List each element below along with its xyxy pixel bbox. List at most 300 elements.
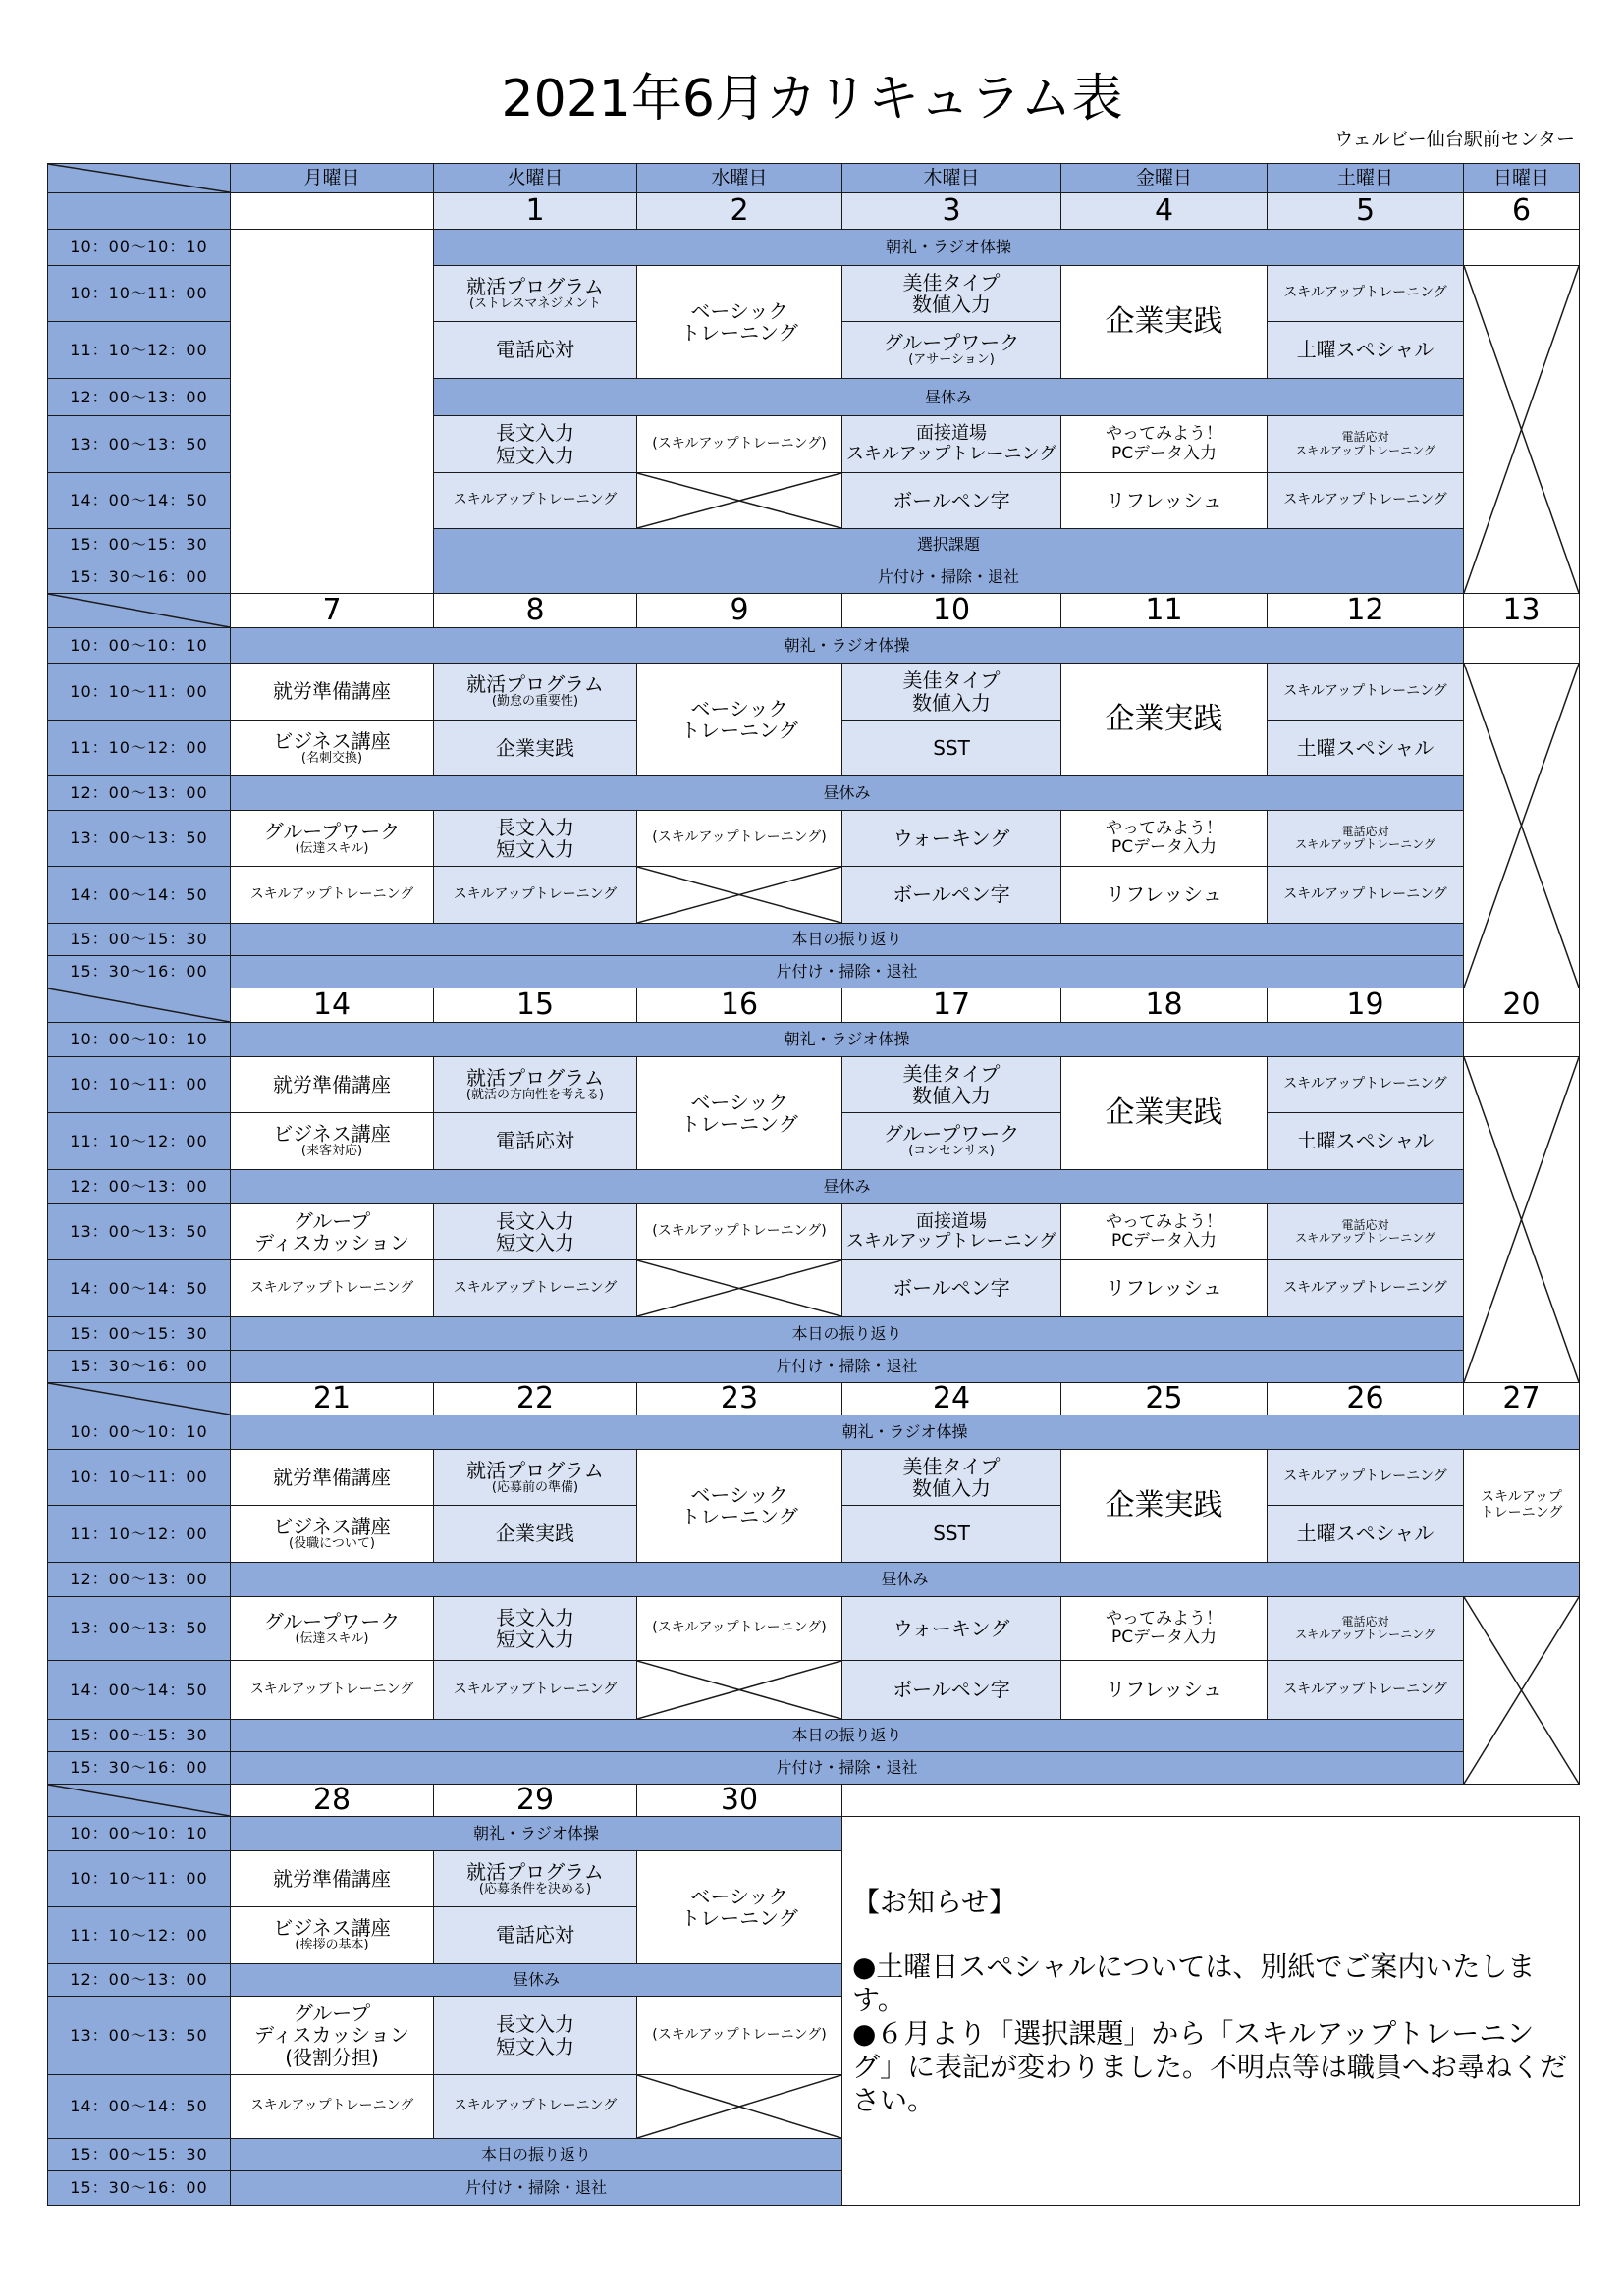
wed-morning-cell: [636, 1449, 842, 1563]
time-slot: [47, 1203, 231, 1260]
time-slot: [47, 923, 231, 956]
tue-slot-5: [433, 1259, 637, 1317]
time-label: 10：00～10：10: [70, 1422, 208, 1442]
cell-text: ビジネス講座: [273, 1515, 391, 1539]
fri-morning-cell: [1060, 1056, 1268, 1170]
date-number: 14: [312, 988, 352, 1022]
time-label: 11：10～12：00: [70, 1523, 208, 1543]
cell-text: (応募条件を決める): [478, 1881, 592, 1896]
thu-slot-4: [841, 1203, 1061, 1260]
cell-text: (スキルアップトレーニング): [652, 829, 827, 846]
cell-text: ボールペン字: [893, 1678, 1010, 1702]
cell-text: グループワーク: [263, 819, 401, 843]
date-cell: [1463, 192, 1580, 230]
wed-closed-cell: [636, 2074, 842, 2139]
closed-cross-mark: [1464, 1057, 1579, 1382]
sat-slot-2: [1267, 1112, 1464, 1170]
date-number: 7: [322, 593, 342, 627]
date-number: 15: [515, 988, 555, 1022]
cell-text: 企業実践: [1105, 304, 1223, 340]
wed-slot-4: [636, 1596, 842, 1661]
cell-text: (ストレスマネジメント: [468, 295, 602, 311]
cell-text: PCデータ入力: [1110, 1628, 1218, 1647]
wed-closed-cell: [636, 866, 842, 924]
time-slot: [47, 561, 231, 594]
thu-slot-5: [841, 866, 1061, 924]
mon-slot-4: [230, 1996, 434, 2075]
mon-slot-5: [230, 866, 434, 924]
cell-text: (スキルアップトレーニング): [652, 1223, 827, 1240]
cell-text: スキルアップトレーニング: [1283, 885, 1447, 902]
cell-text: ディスカッション: [254, 2023, 409, 2048]
sat-slot-1: [1267, 663, 1464, 721]
date-row-corner: [47, 593, 231, 628]
tue-slot-5: [433, 2074, 637, 2139]
time-slot: [47, 866, 231, 924]
cell-text: 就活プログラム: [466, 1065, 604, 1090]
full-width-bar: [230, 1350, 1464, 1383]
time-slot: [47, 1505, 231, 1563]
closed-cross-mark: [637, 2075, 841, 2138]
time-label: 11：10～12：00: [70, 738, 208, 758]
cell-text: SST: [933, 1522, 970, 1546]
date-cell: [636, 988, 842, 1023]
sat-slot-4: [1267, 1203, 1464, 1260]
cell-text: 電話応対: [496, 1923, 574, 1948]
weekday-header: [230, 163, 434, 193]
sat-slot-4: [1267, 1596, 1464, 1661]
cell-text: 短文入力: [496, 1231, 574, 1255]
cell-text: 長文入力: [496, 815, 574, 839]
cell-text: (役職について): [289, 1536, 375, 1552]
time-label: 12：00～13：00: [70, 1970, 208, 1990]
full-width-bar: [230, 1719, 1464, 1752]
fri-slot-4: [1060, 1596, 1268, 1661]
cell-text: 電話応対: [1341, 1614, 1389, 1629]
bar-label: 片付け・掃除・退社: [776, 1357, 918, 1376]
mon-slot-2: [230, 720, 434, 776]
cell-text: 就活プログラム: [466, 1458, 604, 1482]
date-number: 8: [525, 593, 545, 627]
date-cell: [1060, 1382, 1268, 1415]
time-slot: [47, 1850, 231, 1907]
time-slot: [47, 810, 231, 867]
date-number: 5: [1355, 193, 1376, 228]
cell-text: 就活プログラム: [466, 1859, 604, 1884]
wed-slot-4: [636, 415, 842, 473]
date-cell: [841, 192, 1061, 230]
tue-slot-2: [433, 1906, 637, 1964]
full-width-bar: [433, 378, 1464, 416]
bar-label: 昼休み: [823, 783, 871, 803]
fri-morning-cell: [1060, 663, 1268, 776]
bar-label: 本日の振り返り: [791, 1323, 902, 1343]
notice-line: ●６月より「選択課題」から「スキルアップトレーニング」に表記が変わりました。不明点等は職員へお尋ねください。: [852, 2017, 1568, 2116]
wed-slot-4: [636, 1996, 842, 2075]
full-width-bar: [230, 1816, 842, 1851]
cell-text: 美佳タイプ: [902, 1061, 1001, 1086]
date-cell: [433, 1382, 637, 1415]
time-label: 14：00～14：50: [70, 491, 208, 510]
date-cell: [230, 1784, 434, 1817]
cell-text: スキルアップトレーニング: [1295, 1628, 1435, 1641]
cell-text: (挨拶の基本): [295, 1938, 369, 1953]
fri-morning-cell: [1060, 1449, 1268, 1563]
mon-slot-2: [230, 1505, 434, 1563]
sat-slot-5: [1267, 1660, 1464, 1720]
closed-cross-mark: [1464, 664, 1579, 988]
cell-text: (スキルアップトレーニング): [652, 2026, 827, 2043]
weekday-header: [433, 163, 637, 193]
cell-text: スキルアップトレーニング: [249, 2098, 414, 2114]
cell-text: 土曜スペシャル: [1296, 1522, 1435, 1546]
bar-label: 昼休み: [924, 387, 972, 406]
time-slot: [47, 378, 231, 416]
cell-text: グループワーク: [883, 1122, 1020, 1147]
wed-morning-cell: [636, 265, 842, 379]
cell-text: スキルアップ: [1481, 1489, 1562, 1506]
cell-text: ビジネス講座: [273, 728, 391, 753]
sunday-cell: [1463, 627, 1580, 664]
cell-text: トレーニング: [680, 1112, 798, 1136]
full-width-bar: [230, 1963, 842, 1997]
mon-slot-5: [230, 2074, 434, 2139]
time-label: 12：00～13：00: [70, 783, 208, 803]
wed-morning-cell: [636, 1850, 842, 1964]
sunday-closed-cell: [1463, 265, 1580, 594]
tue-slot-1: [433, 1850, 637, 1907]
cell-text: スキルアップトレーニング: [1283, 1279, 1447, 1296]
date-cell: [433, 192, 637, 230]
full-width-bar: [230, 1022, 1464, 1057]
time-label: 11：10～12：00: [70, 340, 208, 359]
weekday-label: 月曜日: [303, 166, 360, 188]
bar-label: 片付け・掃除・退社: [776, 1758, 918, 1778]
mon-slot-4: [230, 810, 434, 867]
weekday-label: 金曜日: [1135, 166, 1192, 188]
thu-slot-5: [841, 1259, 1061, 1317]
date-cell: [636, 593, 842, 628]
time-slot: [47, 265, 231, 322]
tue-slot-2: [433, 720, 637, 776]
tue-slot-1: [433, 1056, 637, 1113]
time-slot: [47, 1751, 231, 1785]
time-slot: [47, 528, 231, 561]
time-label: 10：10～11：00: [70, 284, 208, 303]
closed-cross-mark: [1464, 1597, 1579, 1784]
cell-text: トレーニング: [680, 1505, 798, 1528]
date-number: 30: [720, 1784, 759, 1817]
corner-diagonal: [48, 594, 230, 627]
cell-text: (役割分担): [285, 2045, 379, 2069]
page-title: 2021年6月カリキュラム表: [501, 70, 1123, 129]
time-label: 13：00～13：50: [70, 2025, 208, 2045]
cell-text: 数値入力: [912, 1084, 991, 1107]
time-label: 14：00～14：50: [70, 884, 208, 904]
fri-slot-5: [1060, 1259, 1268, 1317]
cell-text: 数値入力: [912, 690, 991, 715]
cell-text: スキルアップトレーニング: [249, 1279, 414, 1296]
sunday-cell: [1463, 1022, 1580, 1057]
closed-cross-mark: [637, 473, 841, 528]
cell-text: 短文入力: [496, 443, 574, 467]
cell-text: 電話応対: [1341, 430, 1389, 445]
date-number: 29: [515, 1784, 555, 1817]
cell-text: 短文入力: [496, 1628, 574, 1651]
cell-text: リフレッシュ: [1106, 1678, 1222, 1702]
full-width-bar: [433, 561, 1464, 594]
time-label: 13：00～13：50: [70, 1222, 208, 1242]
time-label: 14：00～14：50: [70, 1278, 208, 1298]
weekday-header: [841, 163, 1061, 193]
date-cell: [230, 593, 434, 628]
cell-text: 土曜スペシャル: [1296, 735, 1435, 760]
bar-label: 片付け・掃除・退社: [464, 2178, 607, 2198]
date-number: 3: [942, 193, 961, 228]
time-label: 15：30～16：00: [70, 1357, 208, 1376]
time-slot: [47, 2170, 231, 2206]
cell-text: (伝達スキル): [295, 840, 369, 856]
cell-text: 長文入力: [496, 421, 574, 446]
time-label: 10：10～11：00: [70, 1075, 208, 1095]
date-cell: [1463, 988, 1580, 1023]
time-slot: [47, 1112, 231, 1170]
thu-slot-4: [841, 415, 1061, 473]
tue-slot-2: [433, 321, 637, 379]
time-slot: [47, 1596, 231, 1661]
fri-slot-4: [1060, 415, 1268, 473]
cell-text: 電話応対: [1341, 824, 1389, 838]
time-slot: [47, 720, 231, 776]
date-number: 11: [1145, 593, 1183, 627]
weekday-header: [636, 163, 842, 193]
sunday-cell: [1463, 1449, 1580, 1563]
date-number: 6: [1511, 193, 1532, 228]
time-label: 15：00～15：30: [70, 535, 208, 555]
time-label: 12：00～13：00: [70, 1177, 208, 1197]
date-cell: [230, 1382, 434, 1415]
bar-label: 朝礼・ラジオ体操: [885, 238, 1011, 257]
bar-label: 選択課題: [916, 535, 980, 555]
bar-label: 朝礼・ラジオ体操: [472, 1824, 599, 1843]
corner-diagonal: [48, 988, 230, 1022]
date-number: 19: [1346, 988, 1384, 1022]
cell-text: グループ: [293, 1208, 371, 1233]
sat-slot-5: [1267, 1259, 1464, 1317]
tue-slot-1: [433, 265, 637, 322]
date-number: 21: [312, 1382, 352, 1415]
time-slot: [47, 1316, 231, 1351]
cell-text: 企業実践: [1105, 702, 1223, 737]
date-number: 28: [312, 1784, 352, 1817]
mon-slot-4: [230, 1203, 434, 1260]
cell-text: 就労準備講座: [273, 679, 391, 704]
cell-text: 電話応対: [1341, 1217, 1389, 1232]
notice-line: ●土曜日スペシャルについては、別紙でご案内いたします。: [852, 1950, 1536, 2016]
cell-text: (スキルアップトレーニング): [652, 435, 827, 452]
time-slot: [47, 415, 231, 473]
full-width-bar: [230, 1751, 1464, 1785]
weekday-header: [1463, 163, 1580, 193]
full-width-bar: [230, 1415, 1580, 1450]
weekday-header: [1060, 163, 1268, 193]
cell-text: スキルアップトレーニング: [1283, 492, 1447, 508]
time-label: 15：30～16：00: [70, 2178, 208, 2198]
cell-text: 数値入力: [912, 1476, 991, 1500]
mon-slot-2: [230, 1112, 434, 1170]
monday-blank-cell: [230, 229, 434, 594]
tue-slot-1: [433, 663, 637, 721]
cell-text: ベーシック: [690, 298, 788, 323]
tue-slot-4: [433, 810, 637, 867]
time-label: 15：00～15：30: [70, 1323, 208, 1343]
date-cell: [841, 1382, 1061, 1415]
date-cell: [841, 593, 1061, 628]
wed-closed-cell: [636, 1259, 842, 1317]
fri-slot-5: [1060, 866, 1268, 924]
tue-slot-5: [433, 866, 637, 924]
cell-text: スキルアップトレーニング: [453, 2098, 618, 2114]
full-width-bar: [230, 923, 1464, 956]
thu-slot-2: [841, 321, 1061, 379]
cell-text: 就労準備講座: [273, 1465, 391, 1489]
date-row-corner: [47, 1382, 231, 1415]
cell-text: スキルアップトレーニング: [1283, 285, 1447, 301]
cell-text: PCデータ入力: [1110, 1231, 1218, 1251]
cell-text: やってみよう！: [1106, 1211, 1222, 1232]
bar-label: 朝礼・ラジオ体操: [841, 1422, 968, 1442]
thu-slot-4: [841, 810, 1061, 867]
thu-slot-2: [841, 720, 1061, 776]
time-slot: [47, 1719, 231, 1752]
corner-diagonal: [48, 164, 230, 192]
cell-text: PCデータ入力: [1110, 837, 1218, 857]
cell-text: 就労準備講座: [273, 1866, 391, 1891]
cell-text: ボールペン字: [893, 488, 1010, 512]
bar-label: 昼休み: [881, 1570, 929, 1589]
time-slot: [47, 627, 231, 664]
cell-text: (伝達スキル): [295, 1630, 369, 1646]
time-slot: [47, 1996, 231, 2075]
cell-text: スキルアップトレーニング: [453, 492, 618, 508]
date-number: 23: [720, 1382, 759, 1415]
time-slot: [47, 1562, 231, 1597]
mon-slot-1: [230, 1056, 434, 1113]
cell-text: 長文入力: [496, 1208, 574, 1233]
date-number: 9: [730, 593, 749, 627]
thu-slot-1: [841, 663, 1061, 721]
cell-text: スキルアップトレーニング: [249, 1681, 414, 1697]
notice-title: 【お知らせ】: [852, 1886, 1017, 1918]
thu-slot-4: [841, 1596, 1061, 1661]
date-row-corner: [47, 988, 231, 1023]
mon-slot-2: [230, 1906, 434, 1964]
sat-slot-1: [1267, 1056, 1464, 1113]
cell-text: 短文入力: [496, 2034, 574, 2058]
date-cell: [1060, 593, 1268, 628]
weekday-label: 木曜日: [923, 166, 980, 188]
date-number: 13: [1502, 593, 1541, 627]
thu-slot-2: [841, 1505, 1061, 1563]
cell-text: スキルアップトレーニング: [1283, 1076, 1447, 1093]
date-cell: [1267, 192, 1464, 230]
time-slot: [47, 229, 231, 266]
time-label: 10：00～10：10: [70, 1824, 208, 1843]
time-slot: [47, 1963, 231, 1997]
time-slot: [47, 1906, 231, 1964]
cell-text: 土曜スペシャル: [1296, 338, 1435, 362]
date-number: 1: [525, 193, 545, 228]
tue-slot-4: [433, 415, 637, 473]
cell-text: ベーシック: [690, 696, 788, 721]
date-number: 2: [730, 193, 749, 228]
mon-slot-1: [230, 1850, 434, 1907]
cell-text: トレーニング: [680, 1906, 798, 1930]
cell-text: スキルアップトレーニング: [1283, 1468, 1447, 1485]
full-width-bar: [230, 1316, 1464, 1351]
closed-cross-mark: [637, 1260, 841, 1316]
cell-text: (応募前の準備): [491, 1479, 579, 1495]
cell-text: 電話応対: [496, 338, 574, 362]
date-cell: [433, 593, 637, 628]
date-number: 4: [1154, 193, 1174, 228]
cell-text: スキルアップトレーニング: [453, 885, 618, 902]
bar-label: 朝礼・ラジオ体操: [784, 1030, 910, 1049]
bar-label: 朝礼・ラジオ体操: [784, 635, 910, 655]
cell-text: 短文入力: [496, 837, 574, 861]
wed-morning-cell: [636, 1056, 842, 1170]
center-name: ウェルビー仙台駅前センター: [1334, 129, 1575, 150]
full-width-bar: [230, 627, 1464, 664]
closed-cross-mark: [1464, 266, 1579, 593]
bar-label: 本日の振り返り: [480, 2145, 591, 2164]
cell-text: 面接道場: [916, 423, 987, 445]
time-slot: [47, 472, 231, 529]
full-width-bar: [230, 775, 1464, 811]
time-slot: [47, 321, 231, 379]
cell-text: ビジネス講座: [273, 1122, 391, 1147]
cell-text: スキルアップトレーニング: [1283, 682, 1447, 699]
time-label: 15：00～15：30: [70, 1726, 208, 1745]
sat-slot-1: [1267, 1449, 1464, 1506]
time-slot: [47, 775, 231, 811]
date-row-corner: [47, 192, 231, 230]
cell-text: 長文入力: [496, 1605, 574, 1629]
weekday-header: [1267, 163, 1464, 193]
fri-slot-5: [1060, 1660, 1268, 1720]
sat-slot-1: [1267, 265, 1464, 322]
tue-slot-5: [433, 472, 637, 529]
sat-slot-4: [1267, 415, 1464, 473]
time-slot: [47, 1022, 231, 1057]
date-cell: [1463, 1382, 1580, 1415]
date-number: 24: [932, 1382, 971, 1415]
date-cell: [636, 1784, 842, 1817]
weekday-label: 水曜日: [711, 166, 768, 188]
wed-closed-cell: [636, 1660, 842, 1720]
notice-box: [841, 1816, 1580, 2206]
date-number: 17: [932, 988, 971, 1022]
cell-text: ビジネス講座: [273, 1916, 391, 1941]
cell-text: 就活プログラム: [466, 274, 604, 298]
corner-diagonal: [48, 1383, 230, 1415]
cell-text: (就活の方向性を考える): [465, 1087, 605, 1102]
bar-label: 片付け・掃除・退社: [776, 962, 918, 982]
date-number: 27: [1502, 1382, 1541, 1415]
sat-slot-2: [1267, 1505, 1464, 1563]
time-label: 13：00～13：50: [70, 1619, 208, 1638]
time-label: 15：00～15：30: [70, 2145, 208, 2164]
